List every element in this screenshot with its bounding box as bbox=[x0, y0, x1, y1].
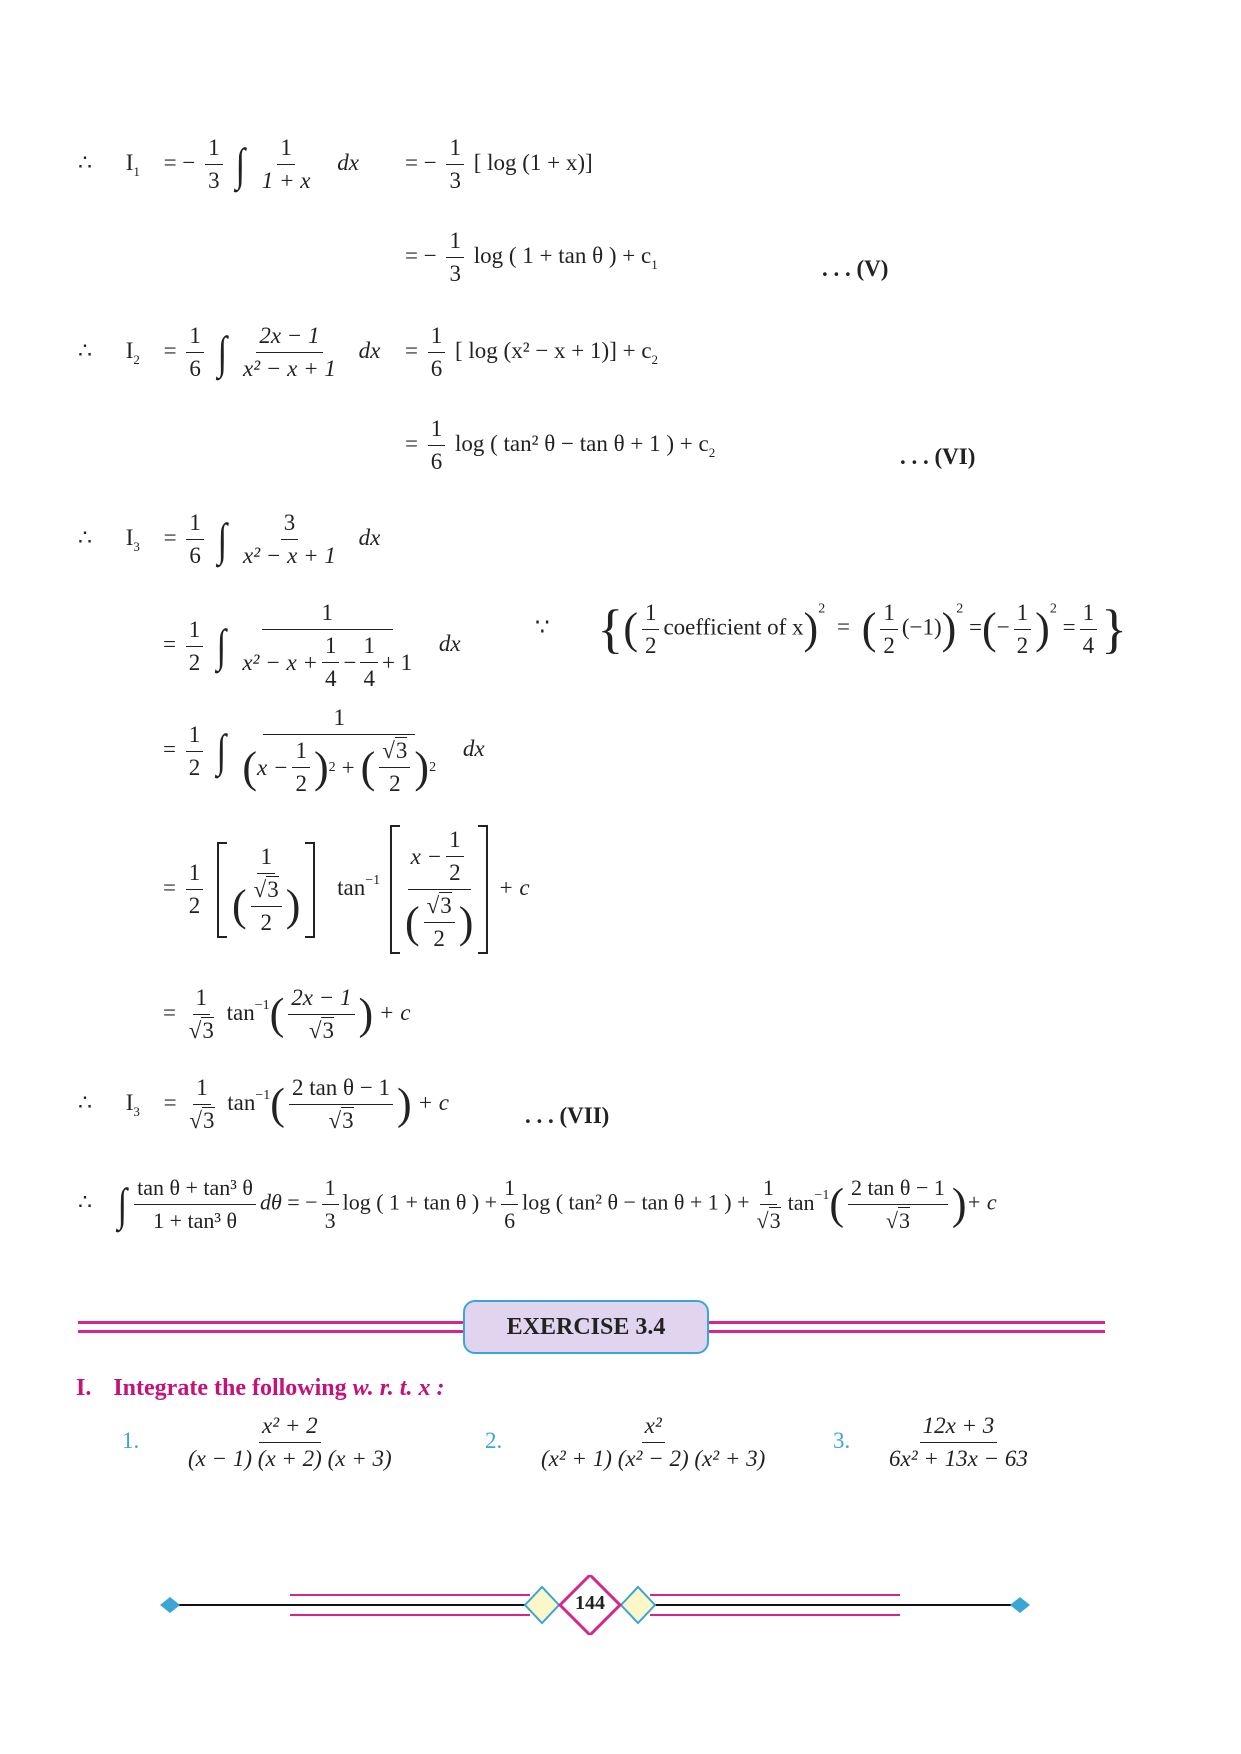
question-number: 3. bbox=[833, 1427, 851, 1453]
equals: = bbox=[163, 631, 176, 657]
fraction-i2: $\frac{2x - 1}{\text{x² − x + 1}}$ bbox=[243, 323, 336, 381]
because-note: ∵ {( $\frac{1}{2}$ coefficient of x)$^2$ = ( $\frac{1}{2}$ (−1))$^2$ =(− $\frac{1}{2}$ )$^2$ = $\frac{1}{4}$ } bbox=[535, 599, 1127, 659]
page-number: 144 bbox=[575, 1592, 605, 1614]
i2-label: $I_2$ bbox=[125, 337, 140, 367]
fraction-one-sixth: $\frac{1}{6}$ bbox=[186, 323, 204, 382]
fraction-step2: 1 x² − x + $\frac{1}{4}$ − $\frac{1}{4}$ + 1 bbox=[242, 600, 413, 691]
fraction-one-third: $\frac{1}{3}$ bbox=[446, 228, 464, 287]
diamond-right-icon bbox=[1010, 1597, 1030, 1613]
bracket-coefficient: 1 ( $\frac{√3}{2}$ ) bbox=[217, 842, 315, 938]
line-step3 bbox=[163, 705, 485, 797]
diamond-inner-right-icon bbox=[621, 1587, 655, 1623]
equation-tag-vii: . . . (VII) bbox=[525, 1103, 610, 1128]
line-vi: = $\frac{1}{6}$ log ( tan² θ − tan θ + 1 ) + $c_2$ bbox=[405, 416, 716, 474]
exercise-rule-right-bottom bbox=[705, 1330, 1105, 1333]
question-3 bbox=[833, 1413, 1035, 1472]
i1-result: [ log (1 + x)] bbox=[473, 149, 593, 175]
fraction-i3: $\frac{3}{\text{x² − x + 1}}$ bbox=[243, 510, 336, 568]
integral-sign: ∫ bbox=[216, 725, 227, 776]
constant: + c bbox=[966, 1189, 997, 1215]
final-log1: log ( 1 + tan θ ) + bbox=[342, 1189, 498, 1215]
equals: = − bbox=[405, 149, 437, 175]
exercise-rule-left-bottom bbox=[78, 1330, 468, 1333]
diamond-inner-left-icon bbox=[525, 1587, 559, 1623]
line-final: ∴ ∫ $\frac{\text{tan θ + tan³ θ}}{\text{1 + tan³ θ}}$ dθ = − $\frac{1}{3}$ log ( 1 + tan θ ) + $\frac{1}{6}$ log ( tan² θ − tan θ + 1 ) + $\frac{1}{√3}$ $\tan^{-1}$( $\frac{\text{2 tan θ − 1}}{√3}$ )+ c bbox=[78, 1175, 997, 1233]
therefore-symbol: ∴ bbox=[78, 149, 92, 175]
constant: + c bbox=[378, 999, 411, 1025]
fraction-one-sqrt3: $\frac{1}{√3}$ bbox=[188, 985, 214, 1043]
integral-sign: ∫ bbox=[217, 326, 227, 378]
therefore-symbol: ∴ bbox=[78, 1089, 92, 1115]
question-1 bbox=[122, 1413, 399, 1472]
exercise-heading: I. Integrate the following w. r. t. x : bbox=[76, 1375, 445, 1401]
question-2 bbox=[485, 1413, 772, 1472]
fraction-one-half: $\frac{1}{2}$ bbox=[642, 600, 660, 659]
fraction-one-sixth: $\frac{1}{6}$ bbox=[186, 510, 204, 569]
line-i1 bbox=[78, 135, 359, 194]
equals: = bbox=[163, 337, 177, 363]
equation-tag-vi: . . . (VI) bbox=[900, 444, 976, 469]
equals: = − bbox=[287, 1189, 318, 1215]
fraction-one-sixth: $\frac{1}{6}$ bbox=[428, 416, 446, 475]
equals: = bbox=[163, 524, 177, 550]
question-number: 2. bbox=[485, 1427, 503, 1453]
because-symbol: ∵ bbox=[535, 614, 550, 640]
dx: dx bbox=[462, 736, 485, 762]
equals: = bbox=[163, 874, 176, 900]
exercise-rule-left-top bbox=[78, 1321, 468, 1324]
arctan: $\tan^{-1}$ bbox=[337, 872, 381, 900]
vi-result: log ( tan² θ − tan θ + 1 ) + c bbox=[454, 430, 709, 456]
therefore-symbol: ∴ bbox=[78, 337, 92, 363]
constant: + c bbox=[417, 1089, 449, 1115]
fraction-i1: $\frac{1}{1 + x}$ bbox=[261, 135, 311, 193]
equals: = bbox=[163, 1089, 177, 1115]
exercise-title: EXERCISE 3.4 bbox=[463, 1300, 709, 1354]
bracket-argument: x − $\frac{1}{2}$ ( $\frac{√3}{2}$ ) bbox=[390, 825, 488, 954]
i3-label: $I_3$ bbox=[125, 524, 140, 554]
integral-sign: ∫ bbox=[217, 513, 227, 565]
fraction-one-half: $\frac{1}{2}$ bbox=[186, 617, 204, 676]
line-step4 bbox=[163, 825, 530, 954]
equals: = bbox=[163, 999, 176, 1025]
therefore-symbol: ∴ bbox=[78, 524, 92, 550]
line-i2 bbox=[78, 323, 380, 382]
fraction-step5: $\frac{2x - 1}{√3}$ bbox=[288, 985, 354, 1044]
integral-sign: ∫ bbox=[235, 138, 246, 190]
fraction-one-third: $\frac{1}{3}$ bbox=[446, 135, 464, 194]
diamond-left-icon bbox=[160, 1597, 180, 1613]
question-fraction: $\frac{\text{x² + 2}}{(x - 1) (x + 2) (x + 3)}$ bbox=[188, 1413, 392, 1471]
fraction-vii: $\frac{\text{2 tan θ − 1}}{√3}$ bbox=[289, 1075, 393, 1134]
dx: dx bbox=[438, 631, 461, 657]
v-result: log ( 1 + tan θ ) + c bbox=[473, 242, 652, 268]
equals: = − bbox=[163, 149, 196, 175]
equals: = bbox=[163, 736, 176, 762]
i2-result: [ log (x² − x + 1)] + c bbox=[454, 337, 652, 363]
integral-sign: ∫ bbox=[216, 620, 227, 671]
question-fraction: $\frac{12x + 3}{\text{6x² + 13x − 63}}$ bbox=[889, 1413, 1028, 1471]
question-fraction: $\frac{\text{x²}}{\text{(x² + 1) (x² − 2) (x² + 3)}}$ bbox=[541, 1413, 766, 1471]
fraction-one-sixth: $\frac{1}{6}$ bbox=[428, 323, 446, 382]
equals: = bbox=[405, 337, 418, 363]
line-i3 bbox=[78, 510, 380, 569]
final-log2: log ( tan² θ − tan θ + 1 ) + bbox=[522, 1189, 750, 1215]
fraction-one-half: $\frac{1}{2}$ bbox=[186, 860, 204, 919]
line-vii: ∴ $I_3$ = $\frac{1}{√3}$ $\tan^{-1}$( $\frac{\text{2 tan θ − 1}}{√3}$ ) + c bbox=[78, 1075, 449, 1133]
fraction-one-third: $\frac{1}{3}$ bbox=[205, 135, 223, 194]
i1-label: $I_1$ bbox=[125, 149, 140, 179]
arctan: $\tan^{-1}$ bbox=[227, 1087, 271, 1115]
line-i2-rhs: = $\frac{1}{6}$ [ $\log (x^2 - x + 1)] + c_2$ bbox=[405, 323, 659, 381]
integral-sign: ∫ bbox=[117, 1178, 127, 1230]
fraction-final-integrand: $\frac{\text{tan θ + tan³ θ}}{\text{1 + tan³ θ}}$ bbox=[134, 1175, 256, 1234]
line-step2 bbox=[163, 600, 461, 692]
question-number: 1. bbox=[122, 1427, 140, 1453]
fraction-step3: 1 ( x − $\frac{1}{2}$ ) 2 + ( $\frac{√3}{2}$ ) 2 bbox=[242, 705, 437, 796]
i3-label: $I_3$ bbox=[125, 1089, 140, 1119]
equals: = − bbox=[405, 242, 437, 268]
dx: dx bbox=[358, 524, 381, 550]
dtheta: dθ bbox=[259, 1189, 282, 1215]
equation-tag-v: . . . (V) bbox=[822, 256, 889, 281]
line-step5: = $\frac{1}{√3}$ $\tan^{-1}$( $\frac{2x - 1}{√3}$ ) + c bbox=[163, 985, 411, 1043]
fraction-one-half: $\frac{1}{2}$ bbox=[186, 722, 204, 781]
exercise-rule-right-top bbox=[705, 1321, 1105, 1324]
line-i1-rhs bbox=[405, 135, 593, 194]
therefore-symbol: ∴ bbox=[78, 1189, 92, 1215]
line-v: = − $\frac{1}{3}$ log ( 1 + tan θ ) + $c_1$ bbox=[405, 228, 658, 286]
dx: dx bbox=[358, 337, 381, 363]
equals: = bbox=[405, 430, 418, 456]
arctan: $\tan^{-1}$ bbox=[226, 997, 270, 1025]
dx: dx bbox=[337, 149, 359, 175]
arctan: $\tan^{-1}$ bbox=[787, 1187, 830, 1215]
fraction-one-sqrt3: $\frac{1}{√3}$ bbox=[189, 1075, 215, 1133]
constant: + c bbox=[498, 874, 530, 900]
